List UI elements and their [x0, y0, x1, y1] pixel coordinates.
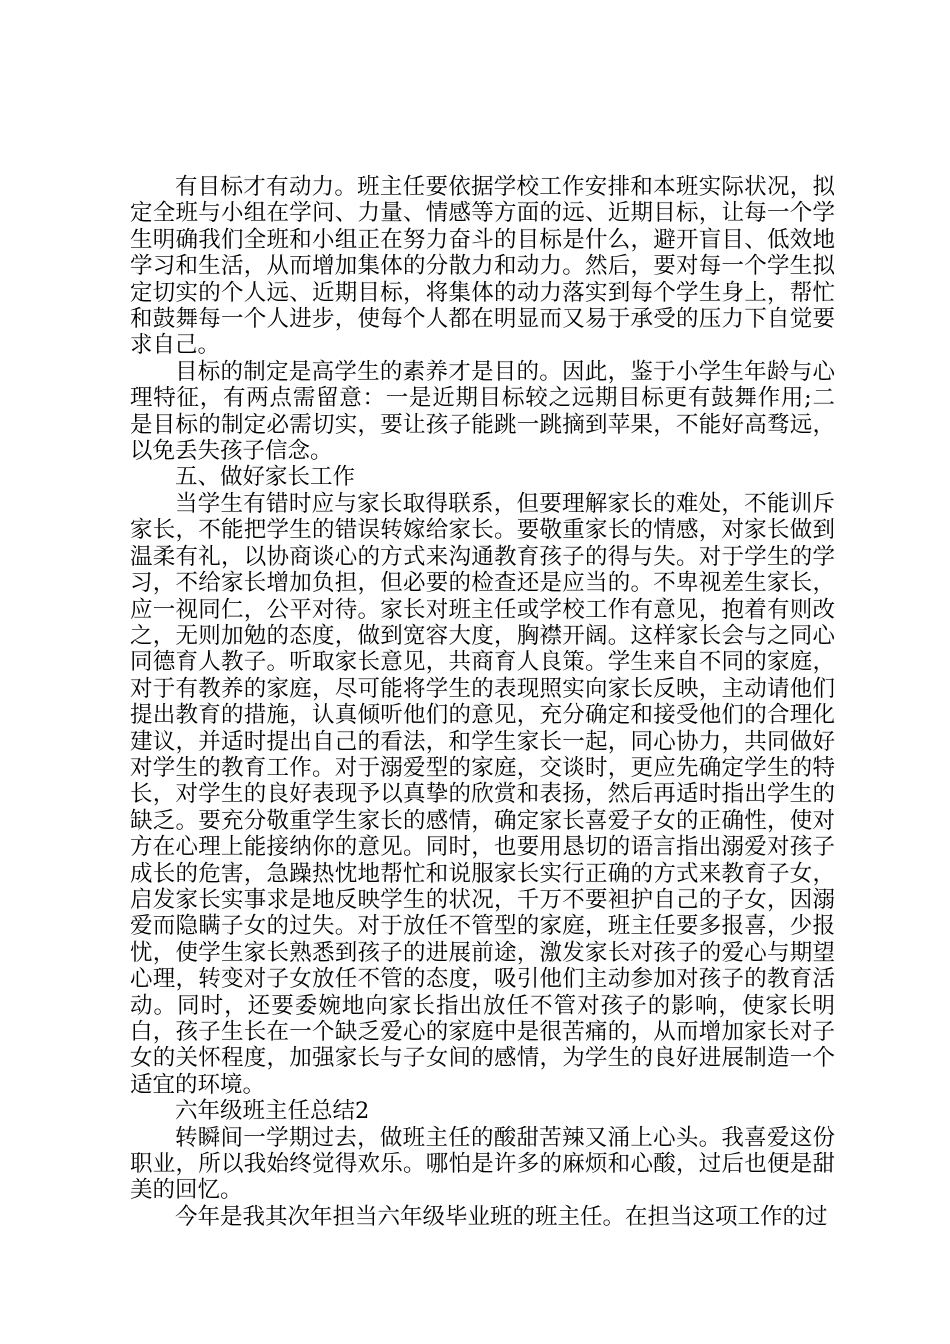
paragraph-goal-setting: 目标的制定是高学生的素养才是目的。因此，鉴于小学生年龄与心理特征，有两点需留意：一是近期目标较之远期目标更有鼓舞作用;二是目标的制定必需切实，要让孩子能跳一跳摘到苹果，不能好高骛远，以免丢失孩子信念。	[130, 358, 835, 465]
paragraph-goals: 有目标才有动力。班主任要依据学校工作安排和本班实际状况，拟定全班与小组在学问、力量、情感等方面的远、近期目标，让每一个学生明确我们全班和小组正在努力奋斗的目标是什么，避开盲目、低效地学习和生活，从而增加集体的分散力和动力。然后，要对每一个学生拟定切实的个人远、近期目标，将集体的动力落实到每个学生身上，帮忙和鼓舞每一个人进步，使每个人都在明显而又易于承受的压力下自觉要求自己。	[130, 174, 835, 359]
paragraph-semester-reflection: 转瞬间一学期过去，做班主任的酸甜苦辣又涌上心头。我喜爱这份职业，所以我始终觉得欢乐。哪怕是许多的麻烦和心酸，过后也便是甜美的回忆。	[130, 1124, 835, 1204]
section-heading-summary-2: 六年级班主任总结2	[175, 1098, 370, 1125]
document-body	[130, 174, 835, 1230]
section-heading-parent-work: 五、做好家长工作	[175, 464, 356, 491]
paragraph-parent-work: 当学生有错时应与家长取得联系，但要理解家长的难处，不能训斥家长，不能把学生的错误转嫁给家长。要敬重家长的情感，对家长做到温柔有礼，以协商谈心的方式来沟通教育孩子的得与失。对于学生的学习，不给家长增加负担，但必要的检查还是应当的。不卑视差生家长，应一视同仁，公平对待。家长对班主任或学校工作有意见，抱着有则改之，无则加勉的态度，做到宽容大度，胸襟开阔。这样家长会与之同心同德育人教子。听取家长意见，共商育人良策。学生来自不同的家庭，对于有教养的家庭，尽可能将学生的表现照实向家长反映，主动请他们提出教育的措施，认真倾听他们的意见，充分确定和接受他们的合理化建议，并适时提出自己的看法，和学生家长一起，同心协力，共同做好对学生的教育工作。对于溺爱型的家庭，交谈时，更应先确定学生的特长，对学生的良好表现予以真挚的欣赏和表扬，然后再适时指出学生的缺乏。要充分敬重学生家长的感情，确定家长喜爱子女的正确性，使对方在心理上能接纳你的意见。同时，也要用恳切的语言指出溺爱对孩子成长的危害，急躁热忱地帮忙和说服家长实行正确的方式来教育子女，启发家长实事求是地反映学生的状况，千万不要袒护自己的子女，因溺爱而隐瞒子女的过失。对于放任不管型的家庭，班主任要多报喜，少报忧，使学生家长熟悉到孩子的进展前途，激发家长对孩子的爱心与期望心理，转变对子女放任不管的态度，吸引他们主动参加对孩子的教育活动。同时，还要委婉地向家长指出放任不管对孩子的影响，使家长明白，孩子生长在一个缺乏爱心的家庭中是很苦痛的，从而增加家长对子女的关怀程度，加强家长与子女间的感情，为学生的良好进展制造一个适宜的环境。	[130, 490, 835, 1098]
paragraph-this-year: 今年是我其次年担当六年级毕业班的班主任。在担当这项工作的过	[175, 1203, 828, 1230]
